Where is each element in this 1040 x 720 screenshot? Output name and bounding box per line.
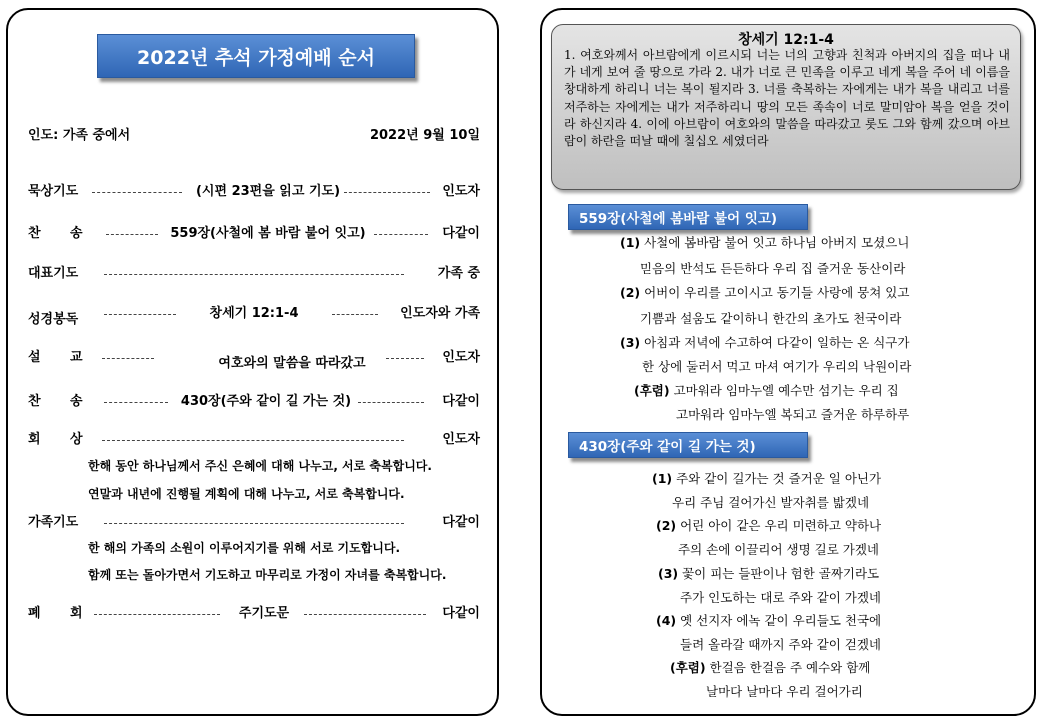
chorus-label: (후렴): [634, 383, 670, 398]
dashed-leader: [344, 192, 430, 193]
verse-number: (4): [656, 613, 677, 628]
order-content: 430장(주와 같이 길 가는 것): [180, 394, 352, 409]
order-who: 인도자: [442, 432, 480, 447]
lyric-line: 고마워라 임마누엘 복되고 즐거운 하루하루: [676, 407, 910, 422]
order-who: 다같이: [442, 394, 480, 409]
verse-number: (2): [620, 285, 641, 300]
order-content: 여호와의 말씀을 따라갔고: [218, 356, 366, 371]
order-who: 인도자: [442, 350, 480, 365]
order-item-sermon: [28, 348, 480, 371]
order-content: 주기도문: [238, 606, 290, 621]
prayer-note: 함께 또는 돌아가면서 기도하고 마무리로 가정이 자녀를 축복합니다.: [88, 568, 447, 582]
order-content: 559장(사철에 봄 바람 불어 잇고): [170, 226, 366, 241]
verse-number: (3): [658, 566, 679, 581]
lyric-line: (1) 사철에 봄바람 불어 잇고 하나님 아버지 모셨으니: [620, 235, 910, 250]
verse-number: (1): [620, 235, 641, 250]
order-label-a: 설: [28, 350, 41, 365]
order-label: 대표기도: [28, 266, 79, 281]
lyric-line: (3) 꽃이 피는 들판이나 험한 골짜기라도: [658, 566, 880, 581]
order-who: 인도자: [442, 184, 480, 199]
order-item-scripture: [28, 304, 480, 327]
order-item-rep-prayer: [28, 264, 480, 284]
reflection-note: 연말과 내년에 진행될 계획에 대해 나누고, 서로 축복합니다.: [88, 487, 405, 501]
lyric-line: 믿음의 반석도 든든하다 우리 집 즐거운 동산이라: [640, 261, 906, 276]
order-who: 인도자와 가족: [400, 306, 480, 321]
dashed-leader: [102, 440, 404, 441]
order-label-b: 송: [70, 226, 83, 241]
order-label: 가족기도: [28, 515, 79, 530]
prayer-note: 한 해의 가족의 소원이 이루어지기를 위해 서로 기도합니다.: [88, 541, 401, 555]
verse-number: (3): [620, 335, 641, 350]
scripture-box: [551, 24, 1021, 190]
order-label: 묵상기도: [28, 184, 79, 199]
order-who: 다같이: [442, 606, 480, 621]
order-who: 가족 중: [437, 266, 480, 281]
hymn-559-title: 559장(사철에 봄바람 불어 잇고): [568, 204, 808, 230]
lyric-line: 기쁨과 설움도 같이하니 한간의 초가도 천국이라: [640, 311, 902, 326]
dashed-leader: [358, 402, 424, 403]
lyric-line: 한 상에 둘러서 먹고 마셔 여기가 우리의 낙원이라: [642, 359, 912, 374]
scripture-text: 1. 여호와께서 아브람에게 이르시되 너는 너의 고향과 친척과 아버지의 집을 떠나 내가 네게 보여 줄 땅으로 가라 2. 내가 너로 큰 민족을 이루고 네게 복을 주어 네 이름을 창대하게 하리니 너는 복이 될지라 3. 너를 축복하는 자에게는 내가 복을 내리고 너를 저주하는 자에게는 내가 저주하리니 땅의 모든 족속이 너로 말미암아 복을 얻을 것이라 하신지라 4. 이에 아브람이 여호와의 말씀을 따라갔고 롯도 그와 함께 갔으며 아브람이 하란을 떠날 때에 칠십오 세였더라: [564, 48, 1010, 149]
lyric-line: (후렴) 한걸음 한걸음 주 예수와 함께: [670, 660, 871, 675]
order-label-b: 송: [70, 394, 83, 409]
order-label-b: 상: [70, 432, 83, 447]
order-who: 다같이: [442, 515, 480, 530]
page-title: 2022년 추석 가정예배 순서: [97, 34, 415, 78]
dashed-leader: [106, 234, 158, 235]
lyric-line: 날마다 날마다 우리 걸어가리: [706, 684, 863, 699]
dashed-leader: [92, 192, 182, 193]
dashed-leader: [104, 274, 404, 275]
order-item-closing: [28, 604, 480, 624]
order-item-reflection: [28, 430, 480, 450]
dashed-leader: [304, 614, 426, 615]
lyric-line: (2) 어버이 우리를 고이시고 동기들 사랑에 뭉쳐 있고: [620, 285, 910, 300]
lyric-line: 주가 인도하는 대로 주와 같이 가겠네: [680, 590, 881, 605]
dashed-leader: [104, 314, 176, 315]
lyric-line: (1) 주와 같이 길가는 것 즐거운 일 아닌가: [652, 471, 882, 486]
lyric-line: (3) 아침과 저녁에 수고하여 다같이 일하는 온 식구가: [620, 335, 910, 350]
dashed-leader: [386, 358, 424, 359]
lyric-line: (2) 어린 아이 같은 우리 미련하고 약하나: [656, 518, 882, 533]
chorus-label: (후렴): [670, 660, 706, 675]
verse-number: (1): [652, 471, 673, 486]
lyric-line: 우리 주님 걸어가신 발자취를 밟겠네: [672, 495, 870, 510]
reflection-note: 한해 동안 하나님께서 주신 은혜에 대해 나누고, 서로 축복합니다.: [88, 459, 432, 473]
verse-number: (2): [656, 518, 677, 533]
order-item-hymn-430: [28, 392, 480, 412]
service-date: 2022년 9월 10일: [369, 128, 480, 143]
lyric-line: (후렴) 고마워라 임마누엘 예수만 섬기는 우리 집: [634, 383, 899, 398]
order-item-family-prayer: [28, 513, 480, 533]
dashed-leader: [104, 523, 404, 524]
dashed-leader: [104, 402, 168, 403]
hymn-430-title: 430장(주와 같이 길 가는 것): [568, 432, 808, 458]
order-label-a: 회: [28, 432, 41, 447]
header-row: [28, 126, 480, 146]
order-label-a: 폐: [28, 606, 41, 621]
order-label: 성경봉독: [28, 312, 79, 327]
dashed-leader: [102, 358, 154, 359]
dashed-leader: [374, 234, 428, 235]
order-label-a: 찬: [28, 394, 41, 409]
scripture-title: 창세기 12:1-4: [738, 32, 834, 48]
order-content: (시편 23편을 읽고 기도): [195, 184, 341, 199]
order-who: 다같이: [442, 226, 480, 241]
worship-order-panel: [6, 8, 499, 716]
order-label-b: 회: [70, 606, 83, 621]
order-item-silent-prayer: [28, 182, 480, 202]
order-label-a: 찬: [28, 226, 41, 241]
dashed-leader: [332, 314, 378, 315]
readings-panel: [540, 8, 1036, 716]
leader-line: 인도: 가족 중에서: [28, 128, 131, 143]
order-item-hymn-559: [28, 224, 480, 244]
order-content: 창세기 12:1-4: [209, 306, 299, 321]
order-label-b: 교: [70, 350, 83, 365]
lyric-line: (4) 옛 선지자 에녹 같이 우리들도 천국에: [656, 613, 882, 628]
dashed-leader: [94, 614, 220, 615]
lyric-line: 주의 손에 이끌리어 생명 길로 가겠네: [678, 542, 879, 557]
lyric-line: 들려 올라갈 때까지 주와 같이 걷겠네: [680, 637, 881, 652]
